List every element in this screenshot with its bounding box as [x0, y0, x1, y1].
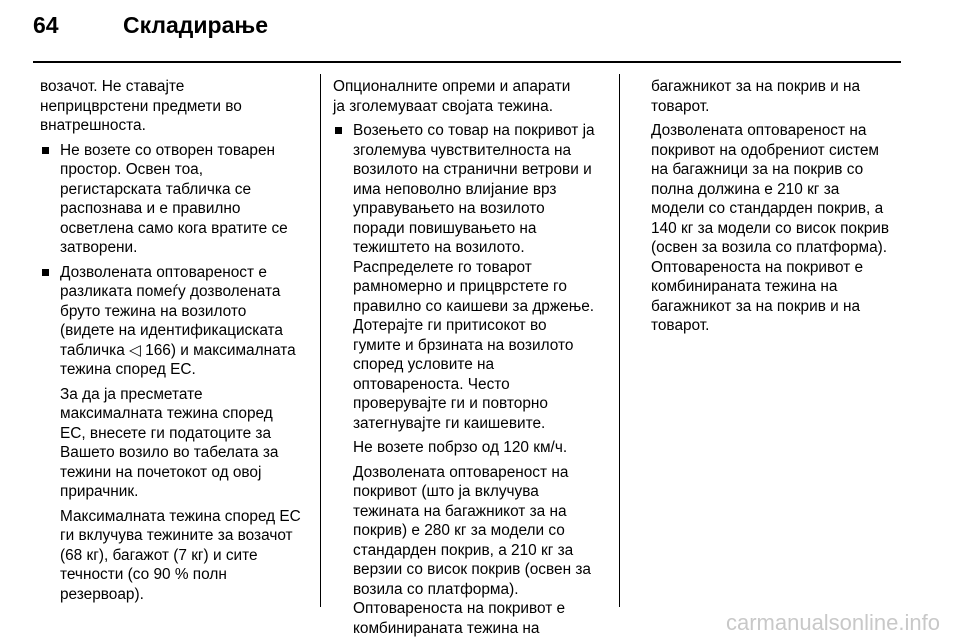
paragraph	[40, 507, 312, 605]
paragraph	[333, 438, 605, 458]
text-line: верзии со висок покрив (освен за	[353, 561, 591, 578]
text-line: управувањето на возилото	[353, 200, 545, 217]
text-line: Оптовареноста на покривот е	[353, 600, 566, 617]
text-line: товарот.	[651, 97, 710, 115]
text-line: има неповолно влијание врз	[353, 180, 557, 198]
text-line: ги вклучува тежините за возачот	[60, 527, 293, 544]
text-line: ја зголемуваат својата тежина.	[333, 97, 554, 115]
paragraph	[651, 121, 911, 336]
text-line: внатрешноста.	[40, 117, 146, 134]
text-line: Не возете побрзо од 120 км/ч.	[353, 439, 568, 456]
text-line: затворени.	[60, 239, 138, 256]
text-line: резервоар).	[60, 585, 144, 603]
text-line: гумите и брзината на возилото	[353, 336, 574, 354]
text-line: неприцврстени предмети во	[40, 97, 242, 115]
text-line: комбинираната тежина на	[353, 619, 540, 637]
text-line: возилото на странични ветрови и	[353, 161, 592, 178]
text-line: на багажници за на покрив со	[651, 161, 864, 178]
text-line: максималната тежина според	[60, 405, 273, 422]
text-line: Распределете го товарот	[353, 258, 532, 276]
bullet-paragraph	[40, 263, 312, 380]
text-line: ЕС, внесете ги податоците за	[60, 424, 272, 442]
page-number: 64	[33, 12, 59, 38]
paragraph	[40, 77, 312, 136]
column-2	[333, 77, 605, 643]
paragraph	[40, 385, 312, 502]
header-rule	[33, 61, 901, 63]
section-title: Складирање	[123, 12, 269, 38]
text-line: табличка ◁ 166) и максималната	[60, 341, 296, 359]
text-line: проверувајте ги и повторно	[353, 395, 548, 412]
text-line: разликата помеѓу дозволената	[60, 283, 281, 300]
text-line: оптовареноста. Често	[353, 375, 510, 393]
text-line: Дотерајте ги притисокот во	[353, 317, 547, 334]
text-line: регистарската табличка се	[60, 180, 252, 198]
text-line: распознава и е правилно	[60, 200, 241, 217]
text-line: 140 кг за модели со висок покрив	[651, 219, 890, 237]
column-divider-1	[320, 74, 321, 607]
paragraph	[333, 77, 605, 116]
text-line: течности (со 90 % полн	[60, 566, 227, 583]
text-line: според условите на	[353, 356, 495, 373]
text-line: Возењето со товар на покривот ја	[353, 122, 595, 139]
text-line: тежиштето на возилото.	[353, 239, 525, 256]
text-line: покривот на одобрениот систем	[651, 141, 880, 159]
text-line: Не возете со отворен товарен	[60, 141, 276, 159]
text-line: покрив) е 280 кг за модели со	[353, 522, 565, 539]
column-3	[651, 77, 911, 341]
text-line: багажникот за на покрив и на	[651, 297, 861, 315]
column-1	[40, 77, 312, 609]
text-line: комбинираната тежина на	[651, 278, 838, 295]
text-line: (видете на идентификациската	[60, 322, 283, 339]
text-line: рамномерно и прицврстете го	[353, 278, 567, 295]
text-line: правилно со каишеви за држење.	[353, 297, 595, 315]
bullet-paragraph	[333, 121, 605, 433]
text-line: затегнувајте ги каишевите.	[353, 414, 546, 432]
page-header	[33, 12, 268, 52]
bullet-paragraph	[40, 141, 312, 258]
text-line: (68 кг), багажот (7 кг) и сите	[60, 546, 258, 564]
text-line: Максималната тежина според ЕС	[60, 507, 301, 525]
text-line: возачот. Не ставајте	[40, 78, 185, 95]
text-line: (освен за возила со платформа).	[651, 239, 888, 256]
text-line: Оптовареноста на покривот е	[651, 258, 864, 276]
text-line: тежини на почетокот од овој	[60, 463, 262, 481]
text-line: багажникот за на покрив и на	[651, 78, 861, 95]
text-line: покривот (што ја вклучува	[353, 483, 539, 500]
paragraph	[651, 77, 911, 116]
watermark[interactable]: carmanualsonline.info	[725, 610, 940, 635]
text-line: товарот.	[651, 317, 710, 334]
text-line: прирачник.	[60, 483, 139, 500]
text-line: Дозволената оптовареност е	[60, 263, 267, 281]
text-line: стандарден покрив, а 210 кг за	[353, 541, 574, 559]
text-line: Опционалните опреми и апарати	[333, 78, 571, 95]
column-divider-2	[619, 74, 620, 607]
text-line: модели со стандарден покрив, а	[651, 200, 884, 217]
text-line: тежината на багажникот за на	[353, 502, 567, 520]
text-line: поради повишувањето на	[353, 219, 537, 237]
text-line: возила со платформа).	[353, 580, 519, 598]
text-line: полна должина е 210 кг за	[651, 180, 840, 198]
text-line: бруто тежина на возилото	[60, 302, 247, 320]
text-line: Вашето возило во табелата за	[60, 444, 279, 461]
paragraph	[333, 463, 605, 639]
text-line: тежина според ЕС.	[60, 361, 196, 378]
text-line: зголемува чувствителноста на	[353, 141, 572, 159]
text-line: осветлена само кога вратите се	[60, 219, 288, 237]
text-line: простор. Освен тоа,	[60, 161, 203, 178]
text-line: Дозволената оптовареност на	[353, 463, 569, 481]
text-line: Дозволената оптовареност на	[651, 122, 867, 139]
text-line: За да ја пресметате	[60, 385, 203, 403]
